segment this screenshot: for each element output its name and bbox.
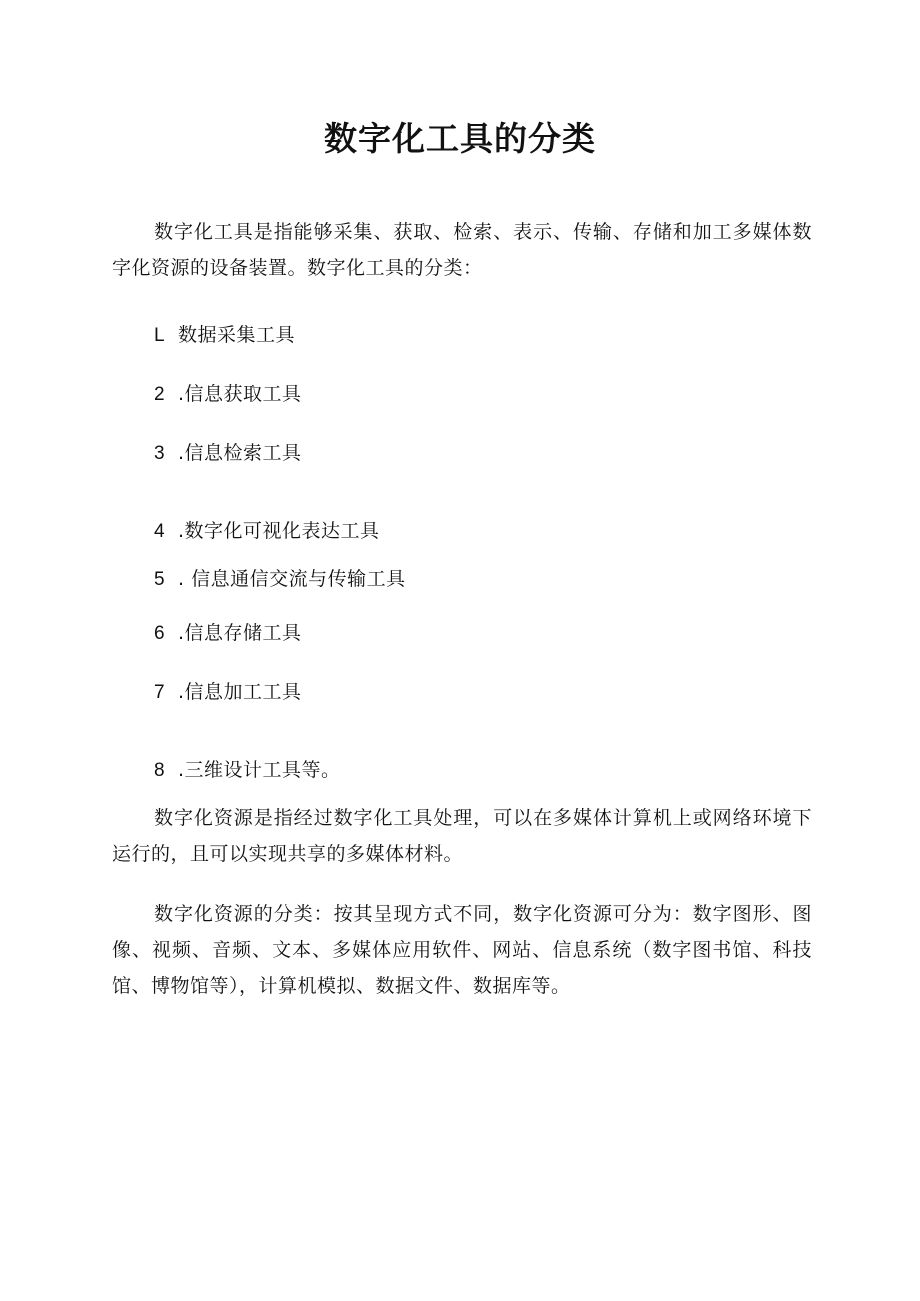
list-item-text: .信息加工工具	[178, 681, 302, 703]
list-item-number: 5	[154, 569, 166, 590]
list-item-number: 6	[154, 623, 166, 644]
list-item-text: .信息获取工具	[178, 383, 302, 405]
list-item-number: 3	[154, 443, 166, 464]
intro-paragraph: 数字化工具是指能够采集、获取、检索、表示、传输、存储和加工多媒体数字化资源的设备装置。数字化工具的分类：	[112, 221, 812, 279]
list-item-text: .三维设计工具等。	[178, 759, 341, 781]
list-item-number: 7	[154, 682, 166, 703]
resource-definition-paragraph: 数字化资源是指经过数字化工具处理，可以在多媒体计算机上或网络环境下运行的，且可以实现共享的多媒体材料。	[112, 807, 812, 865]
page-title: 数字化工具的分类	[324, 119, 596, 158]
list-item-text: .数字化可视化表达工具	[178, 520, 380, 542]
resource-classification-paragraph: 数字化资源的分类：按其呈现方式不同，数字化资源可分为：数字图形、图像、视频、音频、文本、多媒体应用软件、网站、信息系统（数字图书馆、科技馆、博物馆等），计算机模拟、数据文件、数据库等。	[112, 903, 812, 997]
list-item	[154, 678, 302, 707]
list-item	[154, 380, 302, 409]
list-item-text: .信息检索工具	[178, 442, 302, 464]
list-item	[154, 619, 302, 648]
list-item	[154, 565, 406, 594]
list-item-number: 4	[154, 521, 166, 542]
list-item	[154, 756, 341, 785]
list-item	[154, 321, 295, 350]
list-item	[154, 439, 302, 468]
list-item-number: 8	[154, 760, 166, 781]
list-item-number: L	[154, 325, 166, 346]
list-item-text: .信息存储工具	[178, 622, 302, 644]
list-item	[154, 517, 380, 546]
list-item-text: . 信息通信交流与传输工具	[178, 568, 406, 590]
list-item-text: 数据采集工具	[178, 324, 296, 346]
list-item-number: 2	[154, 384, 166, 405]
